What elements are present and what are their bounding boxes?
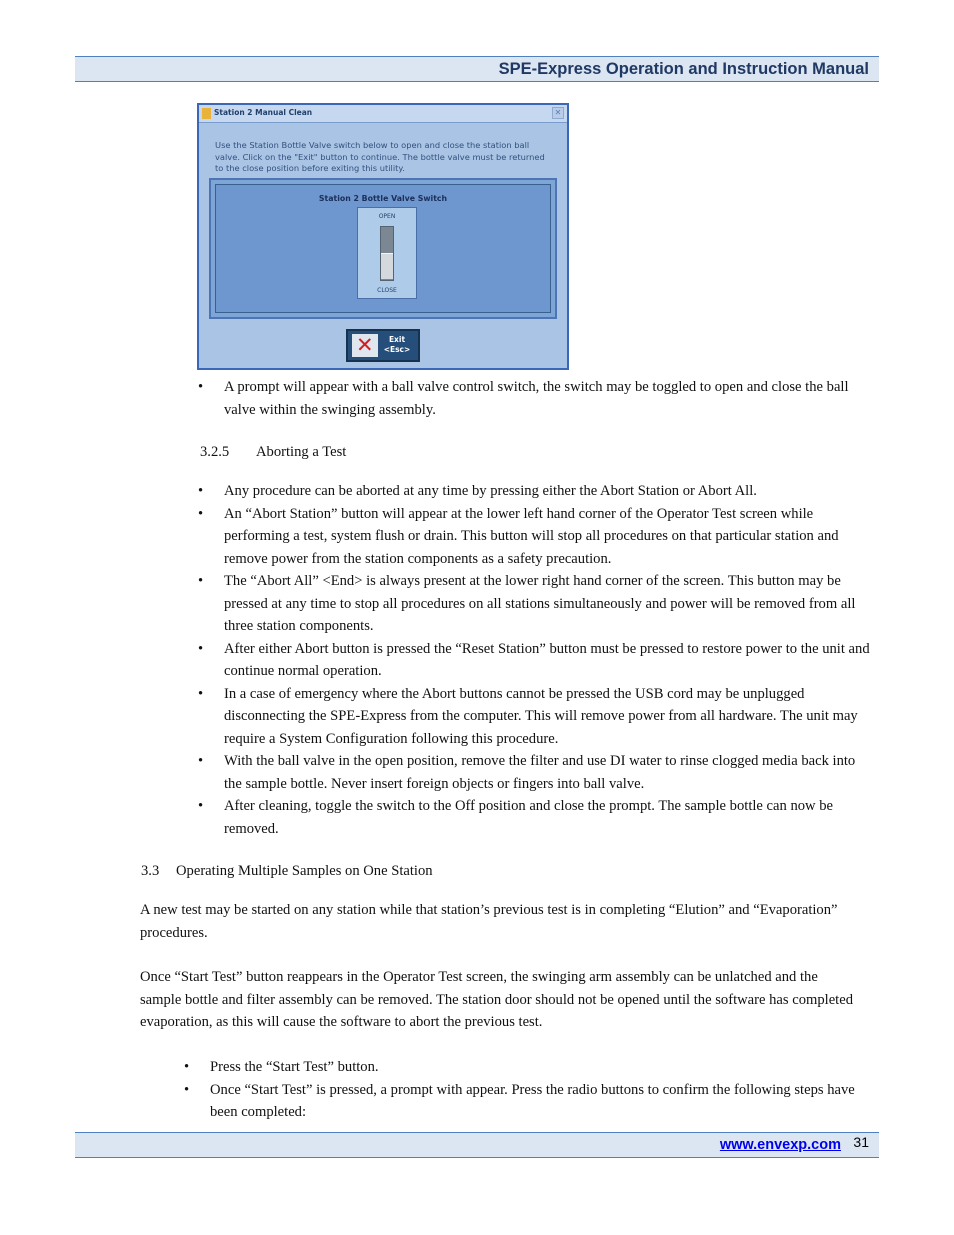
- list-item: [184, 1056, 870, 1079]
- page-header: [75, 56, 879, 82]
- exit-label-line2: <Esc>: [383, 345, 411, 354]
- dialog-title: Station 2 Manual Clean: [214, 108, 313, 117]
- close-icon[interactable]: ✕: [552, 107, 564, 119]
- paragraph: A new test may be started on any station while that station’s previous test is in completing “Elution” and “Evaporation” procedures.: [140, 902, 838, 941]
- list-item: [198, 683, 874, 751]
- section-heading-3-3: [141, 863, 433, 880]
- toggle-knob[interactable]: [381, 253, 393, 279]
- final-bullet-list: [184, 1056, 870, 1124]
- bullet: •: [198, 505, 204, 522]
- list-item: [198, 376, 874, 421]
- list-item: [198, 570, 874, 638]
- section-heading-3-2-5: [200, 444, 346, 461]
- intro-bullet-list: [198, 376, 874, 421]
- list-item-text: In a case of emergency where the Abort buttons cannot be pressed the USB cord may be unplugged disconnecting the SPE-Express from the computer. This will remove power from all hardware. The unit may require a System Configuration following this procedure.: [224, 685, 858, 747]
- abort-bullet-list: [198, 480, 874, 840]
- manual-clean-dialog: [197, 103, 569, 370]
- bullet: •: [198, 798, 204, 814]
- bullet: •: [198, 483, 204, 499]
- panel-title: Station 2 Bottle Valve Switch: [318, 194, 448, 203]
- list-item-text: The “Abort All” <End> is always present at the lower right hand corner of the screen. This button may be pressed at any time to stop all procedures on all stations simultaneously and power will be removed from all three station components.: [224, 573, 856, 634]
- exit-button[interactable]: [346, 329, 420, 362]
- list-item-text: An “Abort Station” button will appear at the lower left hand corner of the Operator Test screen while performing a test, system flush or drain. This button will stop all procedures on that particular station and remove power from the station components as a safety precaution.: [224, 505, 839, 567]
- dialog-titlebar: [199, 105, 567, 123]
- website-link[interactable]: www.envexp.com: [719, 1137, 841, 1153]
- exit-icon-box: [352, 334, 378, 357]
- bullet: •: [198, 753, 204, 769]
- list-item-text: After cleaning, toggle the switch to the Off position and close the prompt. The sample bottle can now be removed.: [224, 798, 834, 837]
- bullet: •: [184, 1081, 190, 1098]
- switch-close-label: CLOSE: [377, 287, 397, 294]
- bullet: •: [198, 573, 204, 589]
- valve-switch-panel: [209, 178, 557, 319]
- list-item-text: After either Abort button is pressed the “Reset Station” button must be pressed to restore power to the unit and continue normal operation.: [224, 640, 870, 679]
- bottle-valve-toggle[interactable]: [380, 226, 394, 281]
- list-item-text: A prompt will appear with a ball valve control switch, the switch may be toggled to open and close the ball valve within the swinging assembly.: [224, 379, 849, 418]
- section-title: Operating Multiple Samples on One Station: [176, 863, 433, 879]
- bullet: •: [198, 379, 204, 395]
- app-icon: [202, 108, 211, 119]
- switch-open-label: OPEN: [378, 213, 396, 220]
- bullet: •: [198, 640, 204, 657]
- exit-x-icon: ✕: [356, 333, 374, 357]
- page-number: 31: [853, 1134, 869, 1150]
- list-item-text: Once “Start Test” is pressed, a prompt with appear. Press the radio buttons to confirm the following steps have been completed:: [210, 1081, 855, 1120]
- list-item: [198, 795, 874, 840]
- exit-label-line1: Exit: [388, 335, 406, 344]
- bullet: •: [184, 1059, 190, 1075]
- dialog-instructions: Use the Station Bottle Valve switch below to open and close the station ball valve. Click on the "Exit" button to continue. The bottle valve must be returned to the close position before exiting this utility.: [215, 140, 545, 173]
- exit-label: [382, 335, 412, 355]
- manual-title: SPE-Express Operation and Instruction Manual: [498, 60, 869, 78]
- list-item: [184, 1079, 870, 1124]
- list-item-text: Press the “Start Test” button.: [210, 1059, 379, 1075]
- section-number: 3.2.5: [200, 444, 230, 460]
- list-item: [198, 503, 874, 571]
- section-number: 3.3: [141, 863, 160, 879]
- valve-switch-box: [357, 207, 417, 299]
- bullet: •: [198, 685, 204, 702]
- list-item: [198, 638, 874, 683]
- list-item: [198, 750, 874, 795]
- list-item: [198, 480, 874, 503]
- panel-inner: [215, 184, 551, 313]
- list-item-text: With the ball valve in the open position, remove the filter and use DI water to rinse clogged media back into the sample bottle. Never insert foreign objects or fingers into ball valve.: [224, 753, 856, 792]
- page-footer: [75, 1132, 879, 1158]
- list-item-text: Any procedure can be aborted at any time by pressing either the Abort Station or Abort All.: [224, 483, 757, 499]
- paragraph: Once “Start Test” button reappears in the Operator Test screen, the swinging arm assembly can be unlatched and the sample bottle and filter assembly can be removed. The station door should not be opened until the software has completed evaporation, as this will cause the software to abort the previous test.: [140, 969, 854, 1030]
- section-title: Aborting a Test: [256, 444, 347, 460]
